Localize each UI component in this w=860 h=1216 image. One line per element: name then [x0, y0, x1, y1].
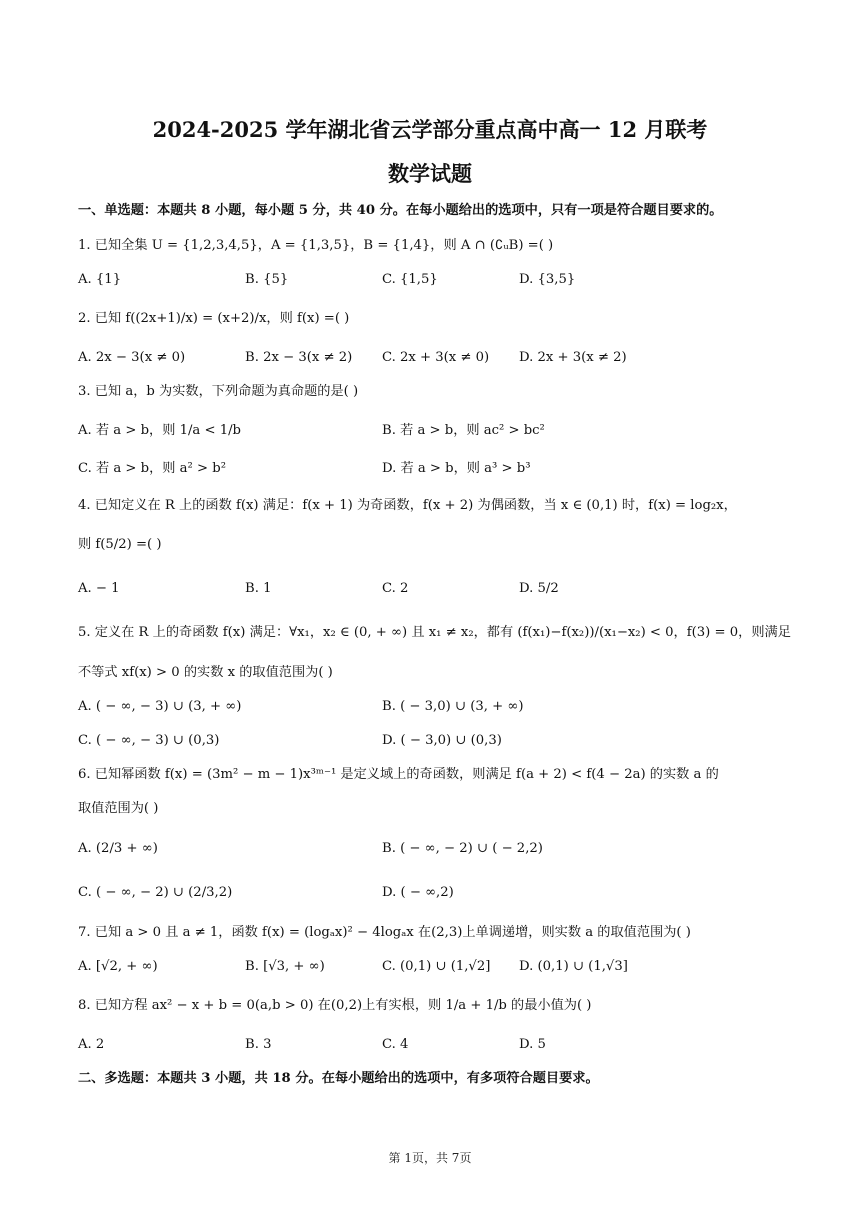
question-4-stem: 4. 已知定义在 R 上的函数 f(x) 满足：f(x + 1) 为奇函数，f(x + 2) 为偶函数，当 x ∈ (0,1) 时，f(x) = log₂x，	[78, 498, 737, 513]
question-4-stem-continued: 则 f(5/2) =( )	[78, 537, 162, 552]
question-2-stem: 2. 已知 f((2x+1)/x) = (x+2)/x，则 f(x) =( )	[78, 311, 350, 326]
question-8-stem: 8. 已知方程 ax² − x + b = 0(a,b > 0) 在(0,2)上有实根，则 1/a + 1/b 的最小值为( )	[78, 998, 592, 1013]
question-4-option-a: A. − 1	[78, 581, 120, 596]
question-5-option-b: B. ( − 3,0) ∪ (3, + ∞)	[382, 699, 524, 714]
question-6-stem: 6. 已知幂函数 f(x) = (3m² − m − 1)x³ᵐ⁻¹ 是定义域上的奇函数，则满足 f(a + 2) < f(4 − 2a) 的实数 a 的	[78, 767, 719, 782]
section-heading-single-choice: 一、单选题：本题共 8 小题，每小题 5 分，共 40 分。在每小题给出的选项中，只有一项是符合题目要求的。	[78, 203, 723, 218]
question-3-option-b: B. 若 a > b，则 ac² > bc²	[382, 423, 545, 438]
question-5-stem: 5. 定义在 R 上的奇函数 f(x) 满足：∀x₁，x₂ ∈ (0, + ∞) 且 x₁ ≠ x₂，都有 (f(x₁)−f(x₂))/(x₁−x₂) < 0，f(3) = 0，则满足	[78, 625, 791, 640]
question-3-option-c: C. 若 a > b，则 a² > b²	[78, 461, 226, 476]
question-7-option-c: C. (0,1) ∪ (1,√2]	[382, 959, 491, 974]
page-number: 第 1页，共 7页	[388, 1151, 472, 1165]
question-6-option-b: B. ( − ∞, − 2) ∪ ( − 2,2)	[382, 841, 543, 856]
question-8-option-a: A. 2	[78, 1037, 105, 1052]
question-5-option-a: A. ( − ∞, − 3) ∪ (3, + ∞)	[78, 699, 242, 714]
exam-subtitle: 数学试题	[388, 161, 472, 186]
question-8-option-b: B. 3	[245, 1037, 272, 1052]
question-2-option-d: D. 2x + 3(x ≠ 2)	[519, 350, 627, 365]
section-heading-multiple-choice: 二、多选题：本题共 3 小题，共 18 分。在每小题给出的选项中，有多项符合题目要求。	[78, 1071, 599, 1086]
question-1-option-a: A. {1}	[78, 272, 122, 287]
question-8-option-d: D. 5	[519, 1037, 546, 1052]
question-5-option-c: C. ( − ∞, − 3) ∪ (0,3)	[78, 733, 220, 748]
exam-title: 2024-2025 学年湖北省云学部分重点高中高一 12 月联考	[152, 117, 708, 142]
question-6-option-d: D. ( − ∞,2)	[382, 885, 454, 900]
question-3-option-a: A. 若 a > b，则 1/a < 1/b	[78, 423, 241, 438]
question-5-option-d: D. ( − 3,0) ∪ (0,3)	[382, 733, 502, 748]
question-1-option-d: D. {3,5}	[519, 272, 576, 287]
question-7-option-d: D. (0,1) ∪ (1,√3]	[519, 959, 628, 974]
question-3-stem: 3. 已知 a，b 为实数，下列命题为真命题的是( )	[78, 384, 359, 399]
question-8-option-c: C. 4	[382, 1037, 409, 1052]
question-6-stem-continued: 取值范围为( )	[78, 801, 159, 816]
question-6-option-c: C. ( − ∞, − 2) ∪ (2/3,2)	[78, 885, 233, 900]
question-5-stem-continued: 不等式 xf(x) > 0 的实数 x 的取值范围为( )	[78, 665, 333, 680]
question-4-option-d: D. 5/2	[519, 581, 559, 596]
question-6-option-a: A. (2/3 + ∞)	[78, 841, 158, 856]
question-4-option-c: C. 2	[382, 581, 409, 596]
question-2-option-c: C. 2x + 3(x ≠ 0)	[382, 350, 490, 365]
question-1-option-c: C. {1,5}	[382, 272, 438, 287]
question-7-stem: 7. 已知 a > 0 且 a ≠ 1，函数 f(x) = (logₐx)² − 4logₐx 在(2,3)上单调递增，则实数 a 的取值范围为( )	[78, 925, 691, 940]
question-7-option-b: B. [√3, + ∞)	[245, 959, 325, 974]
question-2-option-b: B. 2x − 3(x ≠ 2)	[245, 350, 353, 365]
question-1-stem: 1. 已知全集 U = {1,2,3,4,5}，A = {1,3,5}，B = {1,4}，则 A ∩ (∁ᵤB) =( )	[78, 238, 554, 253]
question-2-option-a: A. 2x − 3(x ≠ 0)	[78, 350, 186, 365]
question-4-option-b: B. 1	[245, 581, 272, 596]
question-1-option-b: B. {5}	[245, 272, 289, 287]
question-3-option-d: D. 若 a > b，则 a³ > b³	[382, 461, 531, 476]
question-7-option-a: A. [√2, + ∞)	[78, 959, 158, 974]
